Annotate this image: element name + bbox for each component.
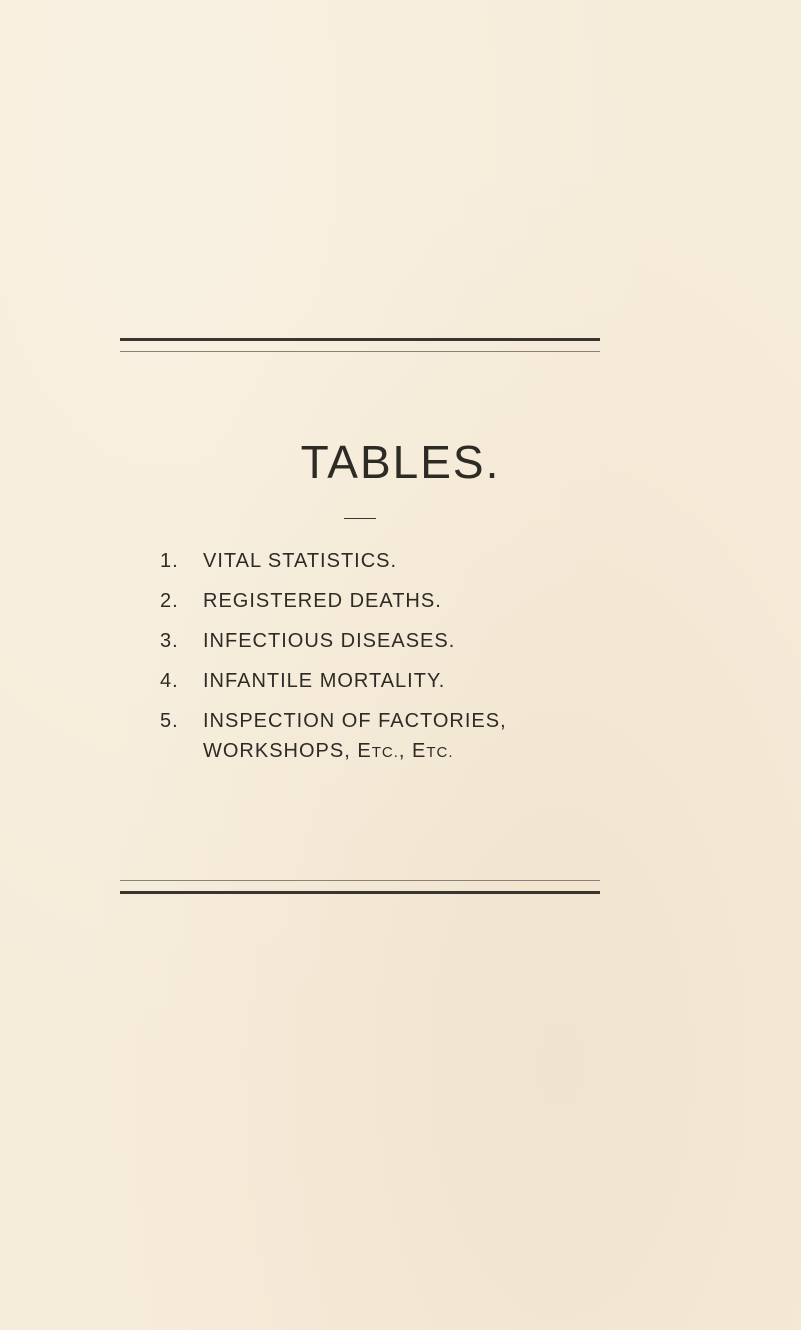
etc-separator: , (398, 740, 412, 762)
title-divider (344, 518, 376, 519)
etc-cap: E (357, 740, 372, 762)
item-text: INSPECTION OF FACTORIES, (203, 710, 507, 732)
item-number: 5. (160, 710, 179, 732)
etc-cap: E (412, 740, 427, 762)
item-number: 1. (160, 550, 179, 572)
list-item-continuation (203, 738, 454, 766)
item-number: 2. (160, 590, 179, 612)
item-number: 3. (160, 630, 179, 652)
list-item (160, 628, 455, 654)
item-text: VITAL STATISTICS. (203, 550, 398, 572)
top-thin-rule (120, 351, 600, 352)
list-item (160, 548, 397, 574)
etc-rest: TC. (426, 744, 454, 761)
list-item (160, 668, 445, 694)
bottom-thin-rule (120, 880, 600, 881)
list-item (160, 588, 442, 614)
etc-rest: TC. (371, 744, 399, 761)
list-item (160, 708, 507, 734)
page-title: TABLES. (300, 436, 501, 488)
bottom-thick-rule (120, 891, 600, 894)
continuation-lead: WORKSHOPS, (203, 740, 358, 762)
item-text: REGISTERED DEATHS. (203, 590, 442, 612)
item-number: 4. (160, 670, 179, 692)
item-text: INFANTILE MORTALITY. (203, 670, 446, 692)
item-text: INFECTIOUS DISEASES. (203, 630, 456, 652)
top-thick-rule (120, 338, 600, 341)
